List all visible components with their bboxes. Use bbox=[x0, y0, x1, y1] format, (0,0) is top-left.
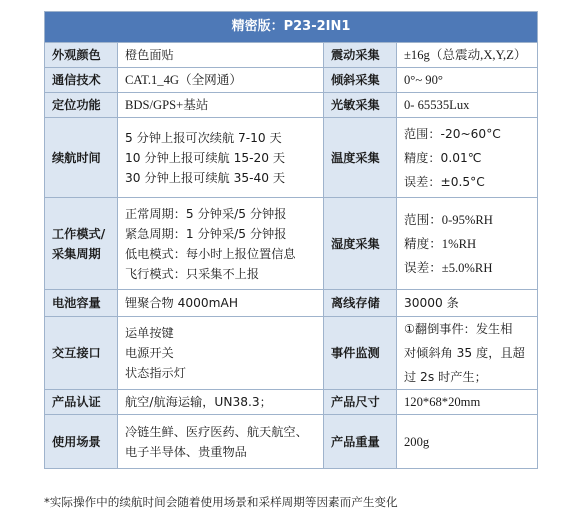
comm-value: CAT.1_4G（全网通） bbox=[118, 68, 324, 93]
endurance-line: 10 分钟上报可续航 15-20 天 bbox=[125, 150, 286, 165]
table-title: 精密版：P23-2IN1 bbox=[45, 12, 538, 43]
interface-value bbox=[118, 317, 324, 390]
workmode-line: 正常周期：5 分钟采/5 分钟报 bbox=[125, 206, 287, 221]
table-row bbox=[45, 317, 538, 390]
light-value: 0- 65535Lux bbox=[397, 93, 538, 118]
battery-value: 锂聚合物 4000mAH bbox=[118, 290, 324, 317]
appearance-value: 橙色面贴 bbox=[118, 43, 324, 68]
interface-line: 运单按键 bbox=[125, 326, 174, 340]
certification-label: 产品认证 bbox=[45, 390, 118, 415]
positioning-value: BDS/GPS+基站 bbox=[118, 93, 324, 118]
usage-line: 冷链生鲜、医疗医药、航天航空、 bbox=[125, 424, 308, 439]
events-line: ①翻倒事件：发生相 bbox=[404, 322, 513, 336]
workmode-label bbox=[45, 198, 118, 290]
table-row bbox=[45, 390, 538, 415]
table-title-row bbox=[45, 12, 538, 43]
table-row bbox=[45, 198, 538, 290]
endurance-value bbox=[118, 118, 324, 198]
size-value: 120*68*20mm bbox=[397, 390, 538, 415]
usage-line: 电子半导体、贵重物品 bbox=[125, 444, 247, 459]
size-label: 产品尺寸 bbox=[324, 390, 397, 415]
workmode-line: 紧急周期：1 分钟采/5 分钟报 bbox=[125, 226, 287, 241]
workmode-value bbox=[118, 198, 324, 290]
shock-label: 震动采集 bbox=[324, 43, 397, 68]
humidity-value bbox=[397, 198, 538, 290]
events-line: 过 2s 时产生； bbox=[404, 370, 487, 384]
light-label: 光敏采集 bbox=[324, 93, 397, 118]
temperature-line: 范围：-20~60°C bbox=[404, 126, 501, 141]
comm-label: 通信技术 bbox=[45, 68, 118, 93]
interface-label: 交互接口 bbox=[45, 317, 118, 390]
table-row bbox=[45, 118, 538, 198]
footnote: *实际操作中的续航时间会随着使用场景和采样周期等因素而产生变化 bbox=[44, 495, 398, 509]
spec-table-container bbox=[44, 11, 537, 469]
table-row bbox=[45, 43, 538, 68]
endurance-line: 5 分钟上报可次续航 7-10 天 bbox=[125, 130, 282, 145]
temperature-line: 误差：±0.5°C bbox=[404, 174, 485, 189]
interface-line: 电源开关 bbox=[125, 346, 174, 360]
tilt-label: 倾斜采集 bbox=[324, 68, 397, 93]
humidity-line: 误差：±5.0%RH bbox=[404, 260, 493, 275]
workmode-line: 低电模式：每小时上报位置信息 bbox=[125, 246, 296, 261]
workmode-label-line: 采集周期 bbox=[52, 246, 101, 261]
workmode-line: 飞行模式：只采集不上报 bbox=[125, 266, 260, 281]
positioning-label: 定位功能 bbox=[45, 93, 118, 118]
interface-line: 状态指示灯 bbox=[125, 366, 186, 380]
endurance-line: 30 分钟上报可续航 35-40 天 bbox=[125, 170, 286, 185]
spec-table bbox=[44, 11, 538, 469]
shock-value: ±16g（总震动,X,Y,Z） bbox=[397, 43, 538, 68]
endurance-label: 续航时间 bbox=[45, 118, 118, 198]
temperature-value bbox=[397, 118, 538, 198]
usage-label: 使用场景 bbox=[45, 415, 118, 469]
humidity-line: 精度：1%RH bbox=[404, 236, 477, 251]
table-row bbox=[45, 68, 538, 93]
appearance-label: 外观颜色 bbox=[45, 43, 118, 68]
offline-label: 离线存储 bbox=[324, 290, 397, 317]
table-row bbox=[45, 93, 538, 118]
weight-label: 产品重量 bbox=[324, 415, 397, 469]
events-label: 事件监测 bbox=[324, 317, 397, 390]
humidity-line: 范围：0-95%RH bbox=[404, 212, 493, 227]
events-line: 对倾斜角 35 度，且超 bbox=[404, 346, 525, 360]
temperature-label: 温度采集 bbox=[324, 118, 397, 198]
weight-value: 200g bbox=[397, 415, 538, 469]
usage-value bbox=[118, 415, 324, 469]
table-row bbox=[45, 290, 538, 317]
table-row bbox=[45, 415, 538, 469]
workmode-label-line: 工作模式/ bbox=[52, 226, 106, 241]
tilt-value: 0°~ 90° bbox=[397, 68, 538, 93]
temperature-line: 精度：0.01℃ bbox=[404, 150, 482, 165]
battery-label: 电池容量 bbox=[45, 290, 118, 317]
certification-value: 航空/航海运输，UN38.3； bbox=[118, 390, 324, 415]
events-value bbox=[397, 317, 538, 390]
humidity-label: 湿度采集 bbox=[324, 198, 397, 290]
offline-value: 30000 条 bbox=[397, 290, 538, 317]
